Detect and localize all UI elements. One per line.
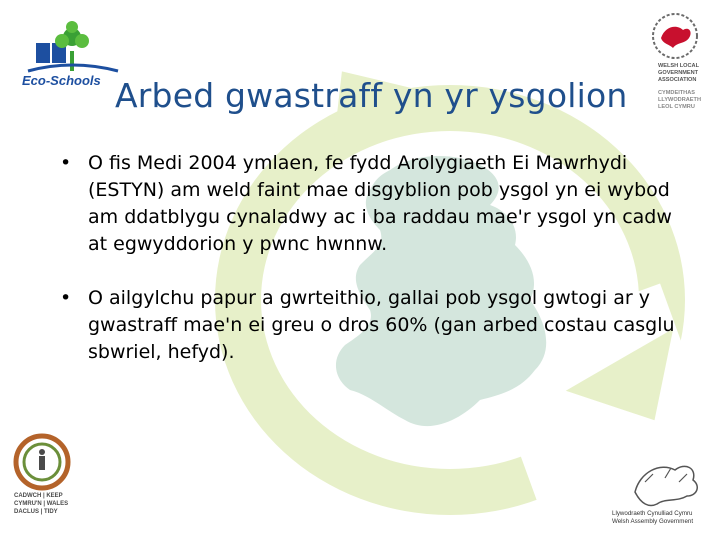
bullet-text: O ailgylchu papur a gwrteithio, gallai pob ysgol gwtogi ar y gwastraff mae'n ei greu o dros 60% (gan arbed costau casglu sbwriel, hefyd).	[88, 287, 675, 363]
wlga-english-name: WELSH LOCAL GOVERNMENT ASSOCIATION	[658, 63, 700, 83]
bullet-list	[60, 150, 680, 393]
bullet-text: O fis Medi 2004 ymlaen, fe fydd Arolygiaeth Ei Mawrhydi (ESTYN) am weld faint mae disgyblion pob ysgol yn ei wybod am ddatblygu cynaladwy ac i ba raddau mae'r ysgol yn cadw at egwyddorion y pwnc hwnnw.	[88, 152, 672, 255]
bullet-marker: •	[60, 287, 72, 309]
eco-schools-label: Eco-Schools	[22, 73, 101, 88]
bullet-item	[60, 285, 680, 366]
tidyman-icon	[12, 432, 72, 532]
keep-wales-tidy-label: CADWCH | KEEP CYMRU'N | WALES DACLUS | TIDY	[14, 493, 69, 515]
bullet-marker: •	[60, 152, 72, 174]
wlga-welsh-name: CYMDEITHAS LLYWODRAETH LEOL CYMRU	[658, 90, 701, 110]
slide-title: Arbed gwastraff yn yr ysgolion	[115, 76, 628, 115]
bullet-item	[60, 150, 680, 258]
welsh-assembly-government-label: Llywodraeth Cynulliad Cymru Welsh Assembly Government	[612, 510, 694, 525]
